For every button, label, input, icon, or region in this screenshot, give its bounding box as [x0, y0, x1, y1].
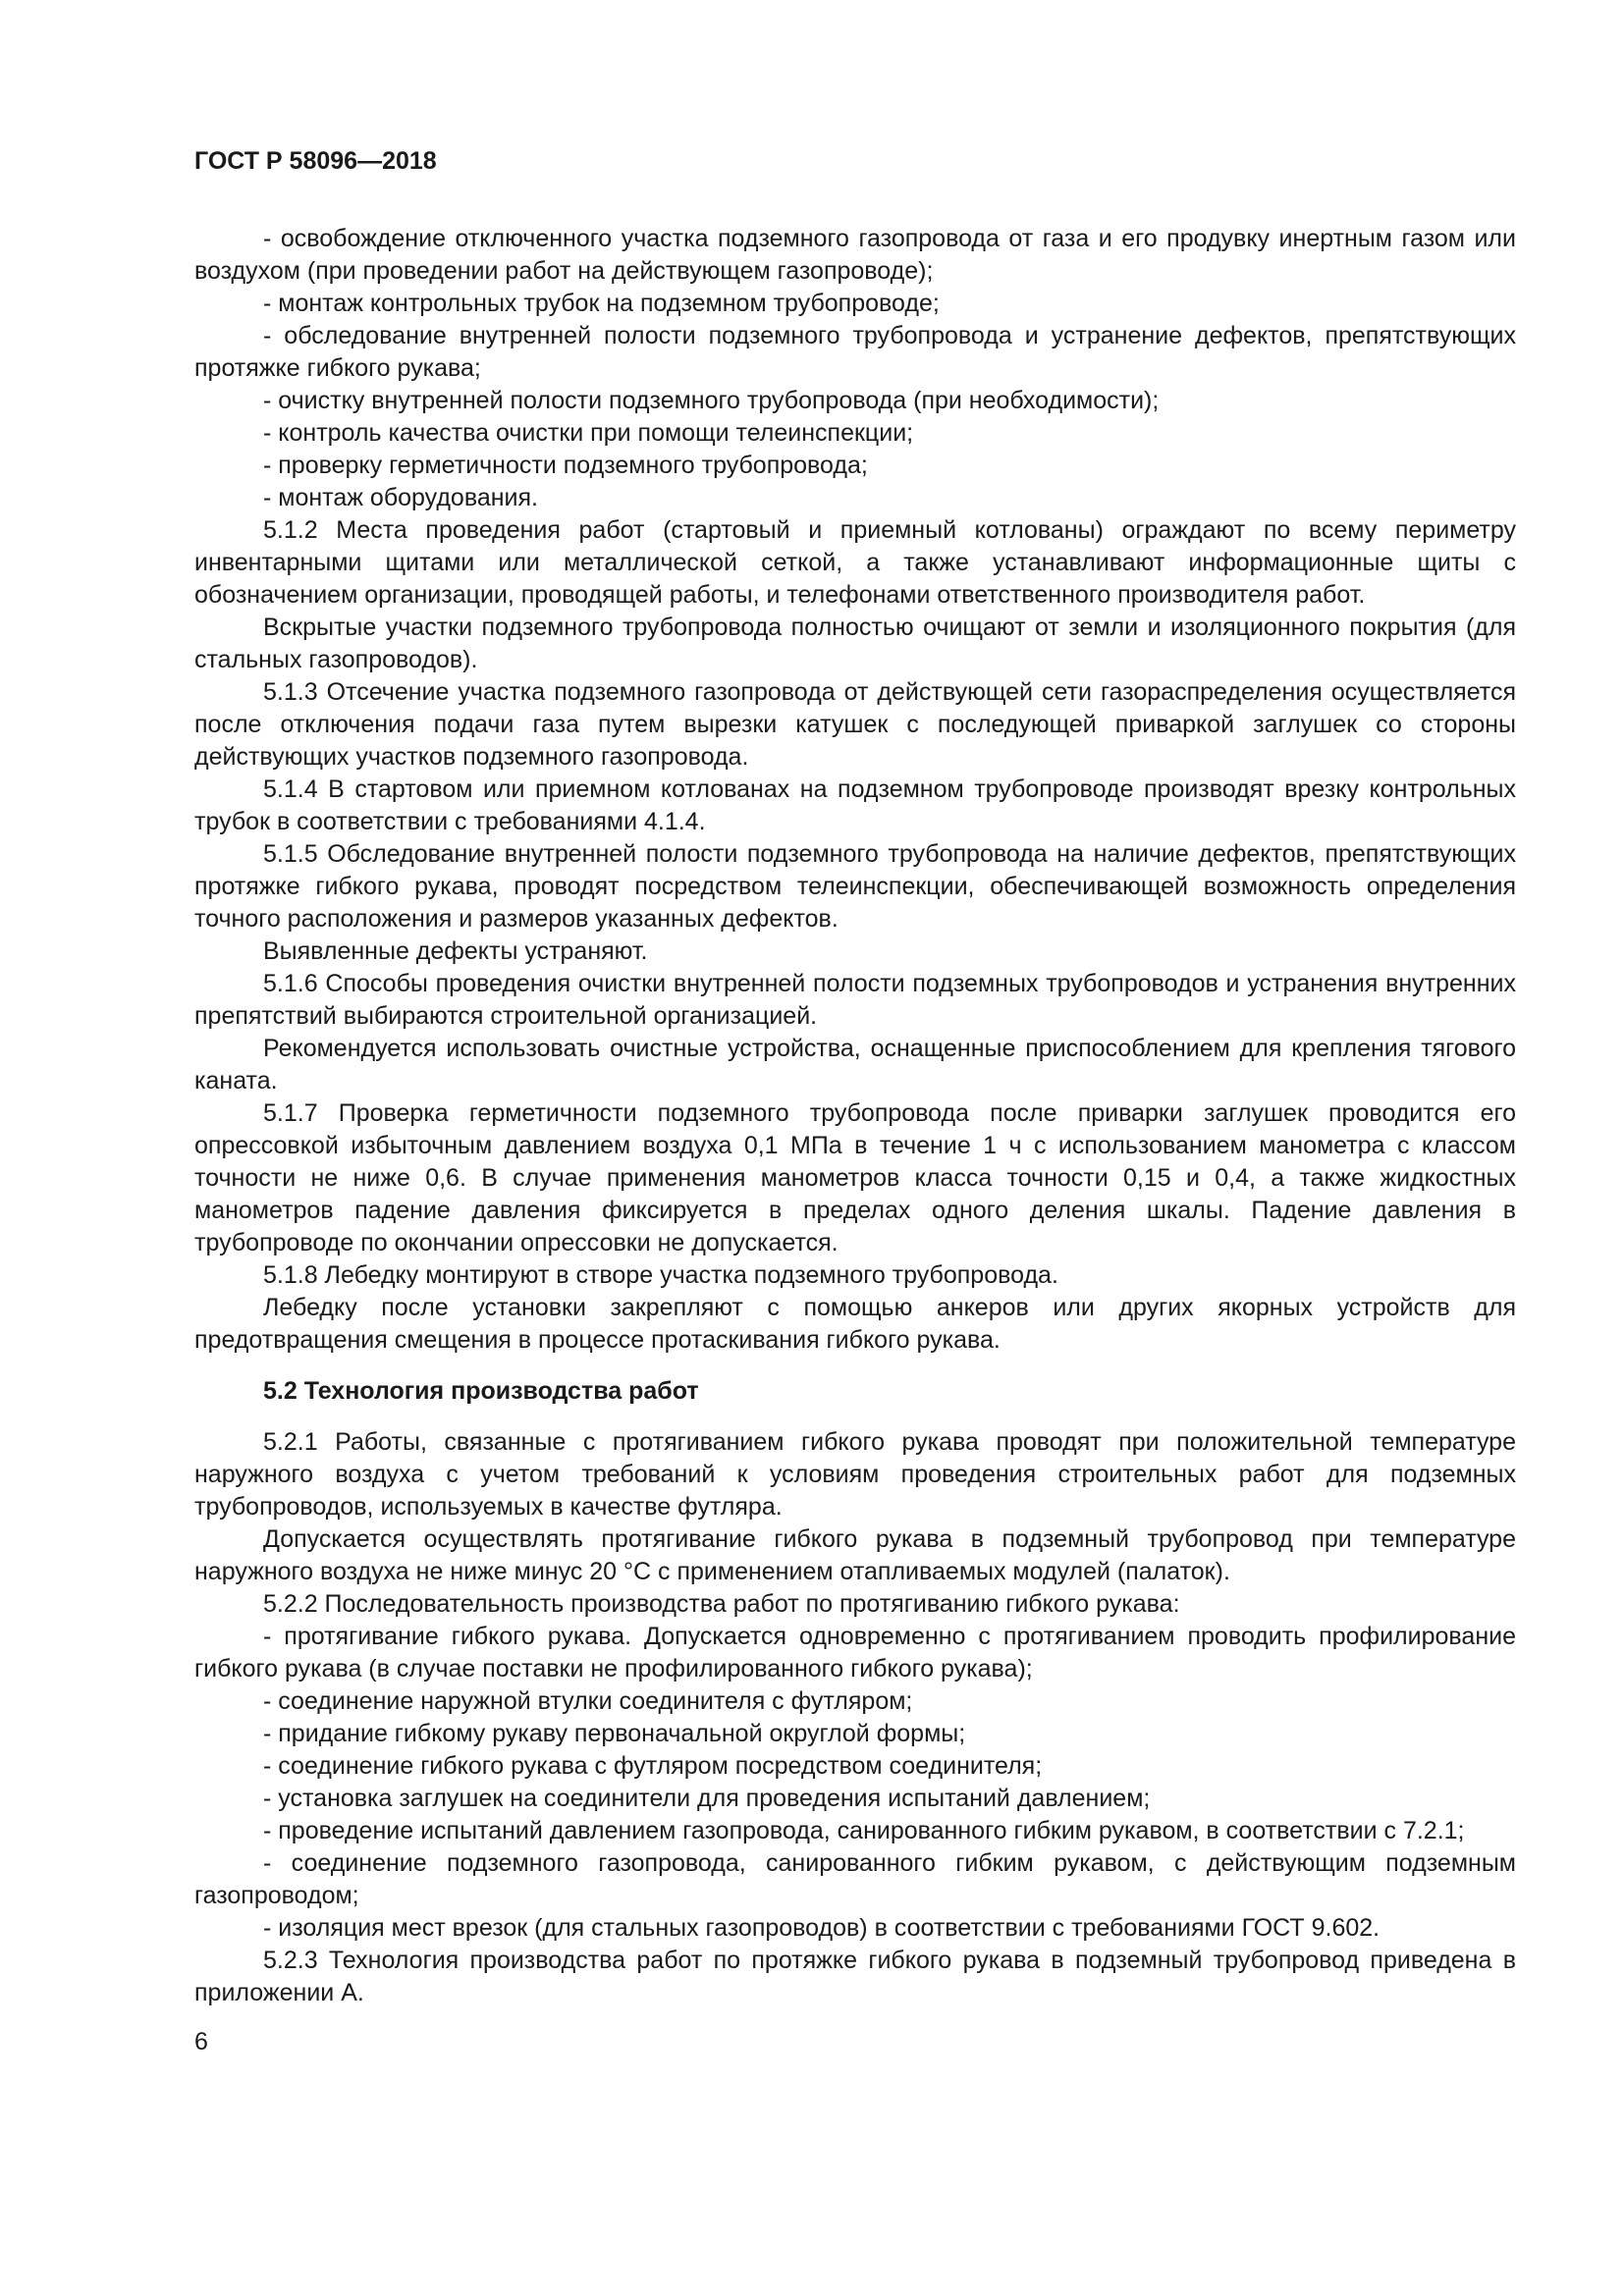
section-title: 5.2 Технология производства работ — [263, 1377, 699, 1405]
paragraph: - освобождение отключенного участка подземного газопровода от газа и его продувку инертным газом или воздухом (при проведении работ на действующем газопроводе); — [194, 225, 1516, 285]
page-number: 6 — [194, 2028, 208, 2056]
paragraph: - проведение испытаний давлением газопровода, санированного гибким рукавом, в соответствии с 7.2.1; — [263, 1817, 1465, 1844]
paragraph: - протягивание гибкого рукава. Допускается одновременно с протягиванием проводить профилирование гибкого рукава (в случае поставки не профилированного гибкого рукава); — [194, 1623, 1516, 1682]
section-5-2-body — [194, 1426, 1516, 2009]
paragraph: - соединение гибкого рукава с футляром посредством соединителя; — [263, 1752, 1043, 1780]
paragraph: 5.1.3 Отсечение участка подземного газопровода от действующей сети газораспределения осуществляется после отключения подачи газа путем вырезки катушек с последующей приваркой заглушек со стороны действующих участков подземного газопровода. — [194, 678, 1516, 771]
paragraph: 5.2.1 Работы, связанные с протягиванием гибкого рукава проводят при положительной температуре наружного воздуха с учетом требований к условиям проведения строительных работ для подземных трубопроводов, используемых в качестве футляра. — [194, 1428, 1516, 1521]
document-header: ГОСТ Р 58096—2018 — [194, 147, 437, 175]
paragraph: - соединение наружной втулки соединителя с футляром; — [263, 1687, 913, 1715]
paragraph: - придание гибкому рукаву первоначальной округлой формы; — [263, 1720, 966, 1747]
paragraph: Выявленные дефекты устраняют. — [263, 937, 648, 965]
paragraph: - монтаж оборудования. — [263, 484, 538, 511]
paragraph: - проверку герметичности подземного трубопровода; — [263, 452, 868, 479]
paragraph: Вскрытые участки подземного трубопровода полностью очищают от земли и изоляционного покрытия (для стальных газопроводов). — [194, 614, 1516, 673]
paragraph: Рекомендуется использовать очистные устройства, оснащенные приспособлением для крепления тягового каната. — [194, 1035, 1516, 1095]
paragraph: - контроль качества очистки при помощи телеинспекции; — [263, 419, 914, 447]
document-page — [194, 145, 1516, 2058]
paragraph: - обследование внутренней полости подземного трубопровода и устранение дефектов, препятствующих протяжке гибкого рукава; — [194, 322, 1516, 382]
paragraph: 5.1.4 В стартовом или приемном котлованах на подземном трубопроводе производят врезку контрольных трубок в соответствии с требованиями 4.1.4. — [194, 775, 1516, 835]
paragraph: - очистку внутренней полости подземного трубопровода (при необходимости); — [263, 387, 1160, 414]
paragraph: 5.2.2 Последовательность производства работ по протягиванию гибкого рукава: — [263, 1590, 1180, 1618]
paragraph: 5.1.5 Обследование внутренней полости подземного трубопровода на наличие дефектов, препятствующих протяжке гибкого рукава, проводят посредством телеинспекции, обеспечивающей возможность определения точного расположения и размеров указанных дефектов. — [194, 840, 1516, 933]
paragraph: - соединение подземного газопровода, санированного гибким рукавом, с действующим подземным газопроводом; — [194, 1849, 1516, 1909]
paragraph: - изоляция мест врезок (для стальных газопроводов) в соответствии с требованиями ГОСТ 9.602. — [263, 1914, 1380, 1942]
section-5-1-body — [194, 223, 1516, 1357]
paragraph: 5.1.2 Места проведения работ (стартовый и приемный котлованы) ограждают по всему периметру инвентарными щитами или металлической сеткой, а также устанавливают информационные щиты с обозначением организации, проводящей работы, и телефонами ответственного производителя работ. — [194, 516, 1516, 609]
paragraph: - установка заглушек на соединители для проведения испытаний давлением; — [263, 1785, 1151, 1812]
paragraph: Лебедку после установки закрепляют с помощью анкеров или других якорных устройств для предотвращения смещения в процессе протаскивания гибкого рукава. — [194, 1294, 1516, 1354]
paragraph: 5.1.8 Лебедку монтируют в створе участка подземного трубопровода. — [263, 1261, 1058, 1289]
paragraph: Допускается осуществлять протягивание гибкого рукава в подземный трубопровод при температуре наружного воздуха не ниже минус 20 °С с применением отапливаемых модулей (палаток). — [194, 1525, 1516, 1585]
paragraph: 5.2.3 Технология производства работ по протяжке гибкого рукава в подземный трубопровод приведена в приложении А. — [194, 1947, 1516, 2006]
paragraph: 5.1.6 Способы проведения очистки внутренней полости подземных трубопроводов и устранения внутренних препятствий выбираются строительной организацией. — [194, 970, 1516, 1030]
paragraph: 5.1.7 Проверка герметичности подземного трубопровода после приварки заглушек проводится его опрессовкой избыточным давлением воздуха 0,1 МПа в течение 1 ч с использованием манометра с классом точности не ниже 0,6. В случае применения манометров класса точности 0,15 и 0,4, а также жидкостных манометров падение давления фиксируется в пределах одного деления шкалы. Падение давления в трубопроводе по окончании опрессовки не допускается. — [194, 1099, 1516, 1256]
paragraph: - монтаж контрольных трубок на подземном трубопроводе; — [263, 290, 940, 317]
